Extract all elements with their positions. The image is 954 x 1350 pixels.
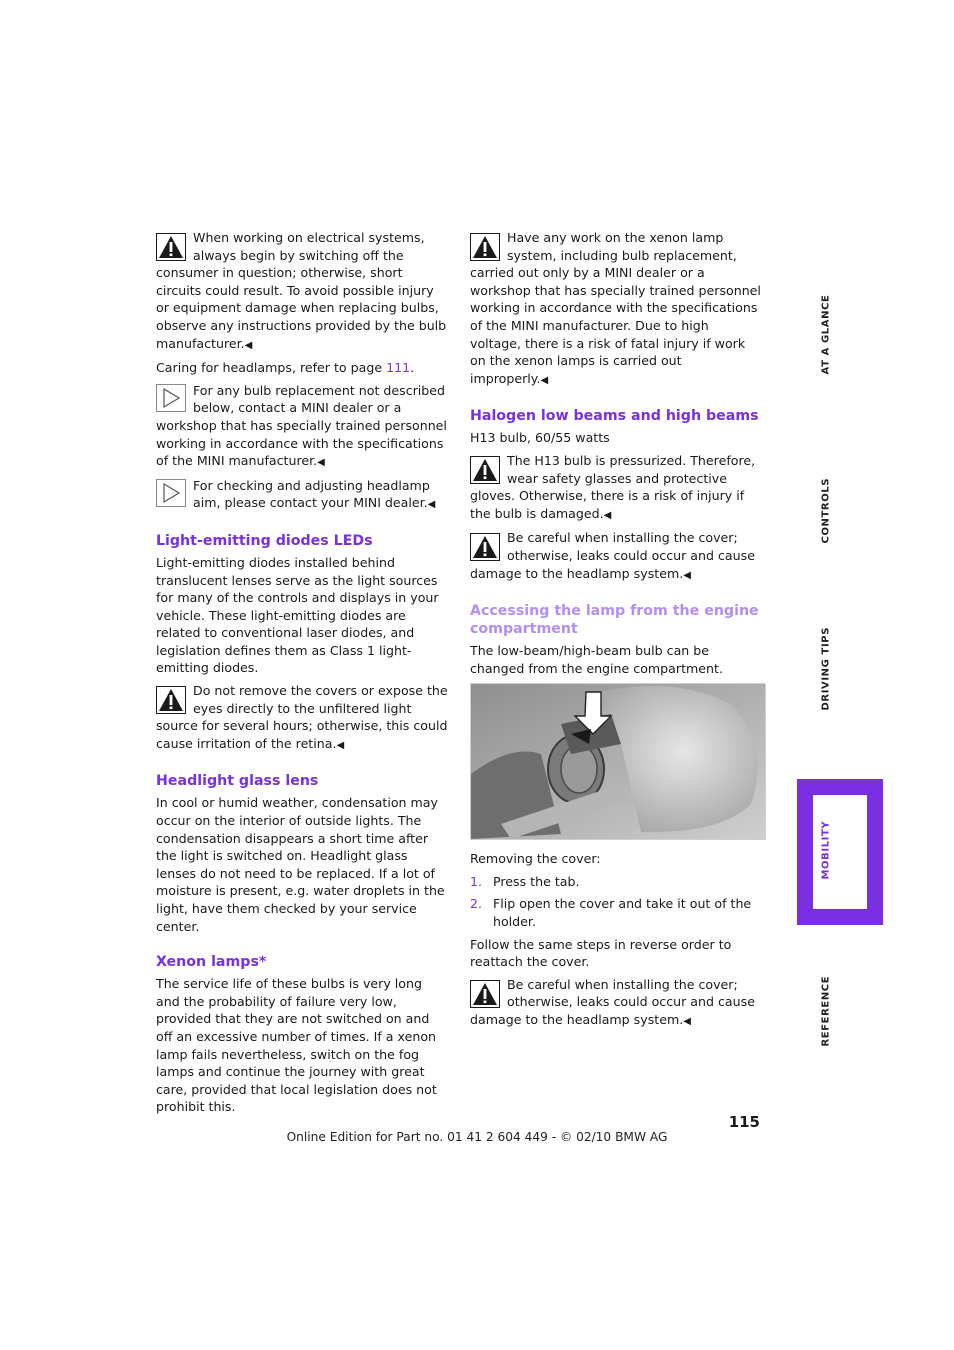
end-mark-icon: ◀ (603, 509, 612, 521)
step-text: Press the tab. (493, 873, 580, 889)
cover-warning-2-text: Be careful when installing the cover; otherwise, leaks could occur and cause damage to the headlamp system. (470, 976, 755, 1028)
reverse-paragraph: Follow the same steps in reverse order to reattach the cover. (470, 936, 732, 970)
warning-icon (470, 233, 500, 261)
access-heading: Accessing the lamp from the engine compartment (470, 603, 759, 638)
tab-at-a-glance[interactable]: AT A GLANCE (820, 294, 832, 375)
access-paragraph: The low-beam/high-beam bulb can be changed from the engine compartment. (470, 643, 723, 676)
warning-icon (156, 233, 186, 261)
dealer-tip (156, 382, 448, 472)
tip-arrow-icon (156, 479, 186, 507)
active-section-tab[interactable] (797, 779, 883, 925)
aim-tip (156, 477, 448, 514)
led-warning (156, 682, 448, 754)
end-mark-icon: ◀ (336, 739, 345, 751)
xenon-heading: Xenon lamps* (156, 954, 267, 971)
xenon-paragraph: The service life of these bulbs is very long and the probability of failure very low, provided that they are not switched on and off an excessive number of times. If a xenon lamp fails nevertheless, switch on the fog lamps and continue the journey with great care, provided that local legislation does not prohibit this. (156, 976, 437, 1115)
care-reference-text: Caring for headlamps, refer to page (156, 360, 387, 376)
care-reference (156, 359, 448, 377)
left-column (156, 229, 448, 1121)
care-reference-suffix: . (410, 360, 415, 376)
step-item (470, 895, 762, 930)
end-mark-icon: ◀ (540, 374, 549, 386)
warning-icon (156, 686, 186, 714)
right-column (470, 229, 762, 1036)
page-link[interactable]: 111 (386, 360, 411, 376)
xenon-warning (470, 229, 762, 389)
end-mark-icon: ◀ (683, 569, 691, 581)
end-mark-icon: ◀ (244, 339, 253, 351)
halogen-heading: Halogen low beams and high beams (470, 408, 759, 425)
step-number: 2. (470, 896, 483, 912)
step-number: 1. (470, 873, 483, 889)
tip-arrow-icon (156, 384, 186, 412)
end-mark-icon: ◀ (317, 457, 325, 469)
led-heading: Light-emitting diodes LEDs (156, 532, 373, 549)
removal-steps (470, 873, 762, 931)
warning-icon (470, 980, 500, 1008)
tab-reference[interactable]: REFERENCE (820, 975, 832, 1047)
led-warning-text: Do not remove the covers or expose the eyes directly to the unfiltered light source for several hours; otherwise, this could cause irritation of the retina. (156, 683, 448, 751)
cover-warning-text: Be careful when installing the cover; otherwise, leaks could occur and cause damage to the headlamp system. (470, 530, 755, 581)
tab-controls[interactable]: CONTROLS (820, 477, 832, 544)
cover-warning (470, 529, 762, 584)
glass-lens-heading: Headlight glass lens (156, 773, 319, 790)
removing-label: Removing the cover: (470, 851, 601, 867)
warning-icon (470, 533, 500, 561)
xenon-warning-text: Have any work on the xenon lamp system, including bulb replacement, carried out only by a MINI dealer or a workshop that has specially trained personnel working in accordance with the specifications of the MINI manufacturer. Due to high voltage, there is a risk of fatal injury if work on the xenon lamps is carried out improperly. (470, 230, 761, 386)
warning-icon (470, 456, 500, 484)
electrical-warning-text: When working on electrical systems, always begin by switching off the consumer in question; otherwise, short circuits could result. To avoid possible injury or equipment damage when replacing bulbs, observe any instructions provided by the bulb manufacturer. (156, 230, 447, 351)
dealer-tip-text: For any bulb replacement not described below, contact a MINI dealer or a workshop that has specially trained personnel working in accordance with the specifications of the MINI manufacturer. (156, 382, 447, 469)
aim-tip-text: For checking and adjusting headlamp aim, please contact your MINI dealer. (193, 477, 430, 511)
pressurized-warning-text: The H13 bulb is pressurized. Therefore, wear safety glasses and protective gloves. Otherwise, there is a risk of injury if the bulb is damaged. (470, 452, 756, 521)
glass-lens-paragraph: In cool or humid weather, condensation may occur on the interior of outside lights. The condensation disappears a short time after the light is switched on. Headlight glass lenses do not need to be replaced. If a lot of moisture is present, e.g. water droplets in the light, have them checked by your service center. (156, 795, 445, 934)
headlamp-illustration (471, 684, 765, 839)
step-text: Flip open the cover and take it out of the holder. (493, 896, 752, 930)
tab-mobility[interactable]: MOBILITY (820, 820, 832, 880)
tab-driving-tips[interactable]: DRIVING TIPS (820, 626, 832, 711)
electrical-warning (156, 229, 448, 354)
cover-warning-2 (470, 976, 762, 1031)
footer-edition: Online Edition for Part no. 01 41 2 604 449 - © 02/10 BMW AG (286, 1130, 668, 1144)
end-mark-icon: ◀ (427, 499, 436, 511)
led-paragraph: Light-emitting diodes installed behind translucent lenses serve as the light sources for many of the controls and displays in your vehicle. These light-emitting diodes are related to conventional laser diodes, and legislation defines them as Class 1 light-emitting diodes. (156, 554, 439, 676)
pressurized-warning (470, 452, 762, 524)
page-number: 115 (728, 1113, 760, 1131)
step-item (470, 873, 762, 891)
engine-compartment-photo (470, 683, 766, 840)
end-mark-icon: ◀ (683, 1016, 691, 1028)
bulb-spec: H13 bulb, 60/55 watts (470, 430, 610, 446)
